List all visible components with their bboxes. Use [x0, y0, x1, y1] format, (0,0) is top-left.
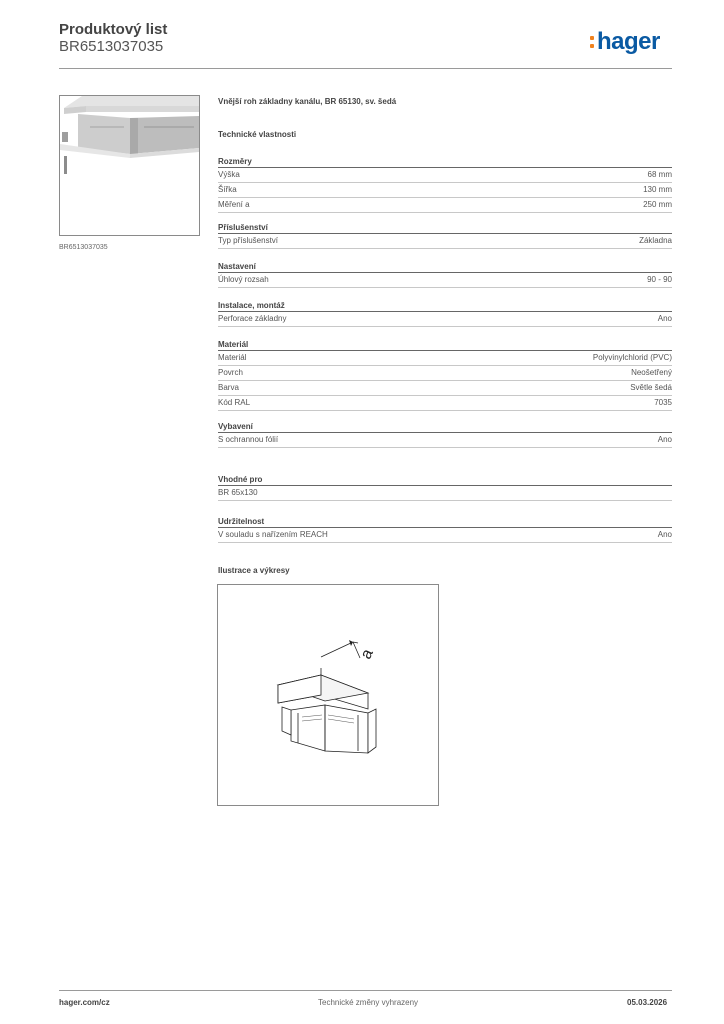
footer-website: hager.com/cz — [59, 998, 110, 1007]
section-suitable-for — [218, 474, 672, 501]
image-caption: BR6513037035 — [59, 244, 108, 251]
footer-divider — [59, 990, 672, 991]
spec-value: 7035 — [654, 398, 672, 407]
spec-row — [218, 198, 672, 213]
section-title: Instalace, montáž — [218, 300, 672, 312]
spec-row — [218, 234, 672, 249]
dimension-label: a — [357, 646, 377, 662]
spec-row — [218, 381, 672, 396]
spec-row — [218, 433, 672, 448]
spec-value: Neošetřený — [631, 368, 672, 377]
section-title: Materiál — [218, 339, 672, 351]
section-title: Udržitelnost — [218, 516, 672, 528]
section-accessories — [218, 222, 672, 249]
logo-dots-icon — [590, 29, 595, 48]
footer-date: 05.03.2026 — [627, 998, 668, 1007]
footer-disclaimer: Technické změny vyhrazeny — [318, 998, 419, 1007]
spec-row — [218, 183, 672, 198]
spec-label: Kód RAL — [218, 398, 251, 407]
section-material — [218, 339, 672, 411]
illustration-heading: Ilustrace a výkresy — [218, 566, 290, 575]
spec-row — [218, 528, 672, 543]
spec-value: Ano — [657, 435, 672, 444]
spec-label: Povrch — [218, 368, 243, 377]
spec-label: Úhlový rozsah — [218, 275, 269, 284]
spec-row — [218, 396, 672, 411]
spec-value: 68 mm — [647, 170, 672, 179]
spec-label: S ochrannou fólií — [218, 435, 279, 444]
spec-label: Výška — [218, 170, 240, 179]
section-settings — [218, 261, 672, 288]
logo-text: hager — [597, 28, 660, 55]
section-sustainability — [218, 516, 672, 543]
spec-label: Materiál — [218, 353, 247, 362]
spec-value: Ano — [657, 530, 672, 539]
section-title: Rozměry — [218, 156, 672, 168]
spec-value: Základna — [639, 236, 672, 245]
technical-heading: Technické vlastnosti — [218, 130, 297, 139]
spec-row — [218, 351, 672, 366]
spec-value: Ano — [657, 314, 672, 323]
spec-label: Typ příslušenství — [218, 236, 279, 245]
section-dimensions — [218, 156, 672, 213]
page-title: Produktový list — [59, 21, 168, 38]
spec-label: Perforace základny — [218, 314, 287, 323]
hager-logo — [590, 29, 660, 55]
section-title: Vybavení — [218, 421, 672, 433]
spec-row — [218, 486, 672, 501]
spec-label: BR 65x130 — [218, 488, 258, 497]
spec-value: 130 mm — [643, 185, 672, 194]
product-number: BR6513037035 — [59, 38, 164, 55]
spec-label: V souladu s nařízením REACH — [218, 530, 328, 539]
spec-row — [218, 273, 672, 288]
spec-value: 250 mm — [643, 200, 672, 209]
product-image — [59, 95, 200, 236]
technical-drawing — [217, 584, 439, 806]
section-title: Příslušenství — [218, 222, 672, 234]
section-title: Vhodné pro — [218, 474, 672, 486]
section-installation — [218, 300, 672, 327]
section-title: Nastavení — [218, 261, 672, 273]
spec-label: Měření a — [218, 200, 250, 209]
product-name: Vnější roh základny kanálu, BR 65130, sv. šedá — [218, 97, 397, 106]
spec-value: 90 - 90 — [647, 275, 672, 284]
section-equipment — [218, 421, 672, 448]
header-divider — [59, 68, 672, 69]
spec-label: Šířka — [218, 185, 237, 194]
spec-row — [218, 366, 672, 381]
spec-row — [218, 312, 672, 327]
spec-value: Polyvinylchlorid (PVC) — [592, 353, 672, 362]
spec-row — [218, 168, 672, 183]
spec-value: Světle šedá — [630, 383, 672, 392]
spec-label: Barva — [218, 383, 239, 392]
